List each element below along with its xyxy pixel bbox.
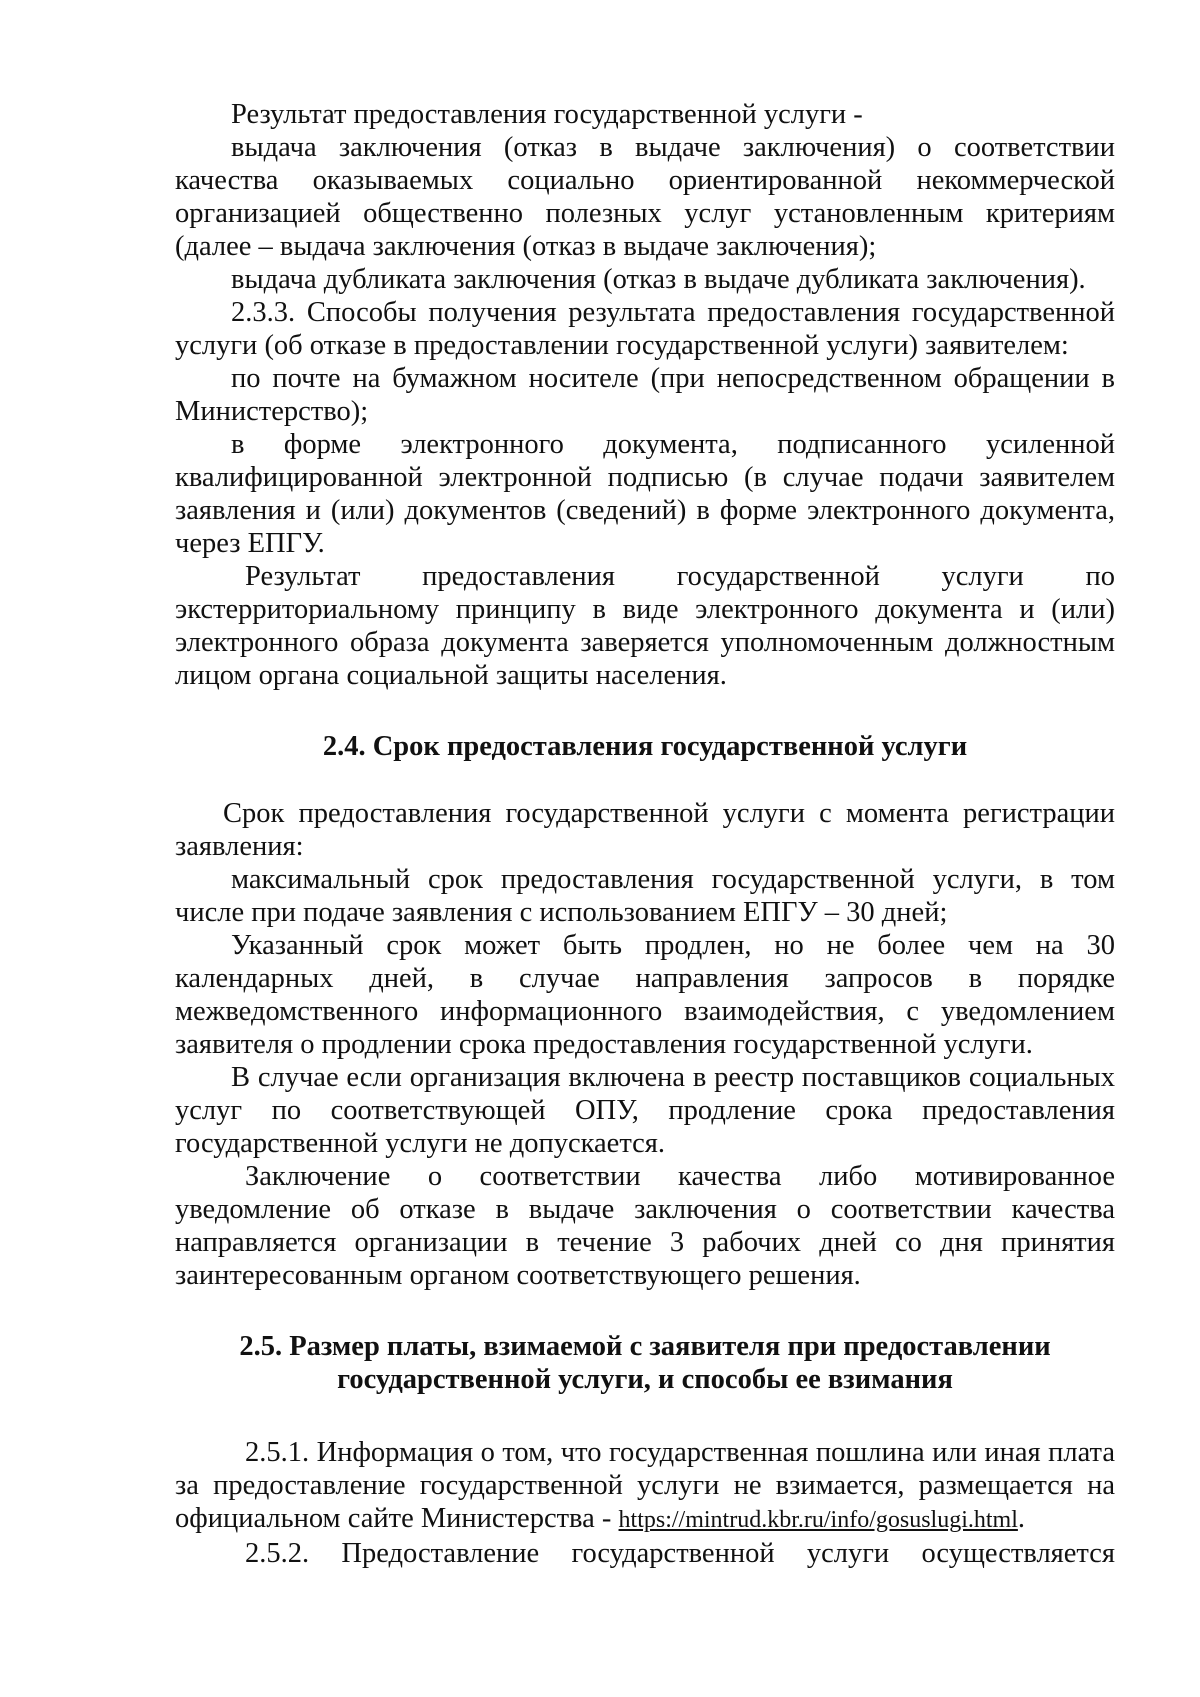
section-heading-2-5-line1: 2.5. Размер платы, взимаемой с заявителя при предоставлении <box>239 1331 1051 1362</box>
paragraph-registry-case: В случае если организация включена в реестр поставщиков социальных услуг по соответствующей ОПУ, продление срока предоставления государственной услуги не допускается. <box>175 1062 1115 1159</box>
paragraph-issue-conclusion: выдача заключения (отказ в выдаче заключения) о соответствии качества оказываемых социально ориентированной некоммерческой организацией общественно полезных услуг установленным критериям (далее – выдача заключения (отказ в выдаче заключения); <box>175 132 1115 262</box>
section-heading-2-4: 2.4. Срок предоставления государственной услуги <box>322 731 968 762</box>
paragraph-exterritorial: Результат предоставления государственной услуги по экстерриториальному принципу в виде электронного документа и (или) электронного образа документа заверяется уполномоченным должностным лицом органа социальной защиты населения. <box>175 561 1115 691</box>
paragraph-251-end: . <box>1017 1503 1026 1534</box>
paragraph-conclusion-sent: Заключение о соответствии качества либо мотивированное уведомление об отказе в выдаче заключения о соответствии качества направляется организации в течение 3 рабочих дней со дня принятия заинтересованным органом соответствующего решения. <box>175 1161 1115 1291</box>
paragraph-term: Срок предоставления государственной услуги с момента регистрации заявления: <box>175 798 1115 862</box>
paragraph-251-text: 2.5.1. Информация о том, что государственная пошлина или иная плата за предоставление государственной услуги не взимается, размещается на официальном сайте Министерства - <box>175 1437 1115 1534</box>
document-page <box>175 98 1115 1570</box>
paragraph-result-intro: Результат предоставления государственной услуги - <box>231 99 863 130</box>
paragraph-by-mail: по почте на бумажном носителе (при непосредственном обращении в Министерство); <box>175 363 1115 427</box>
section-heading-2-5-line2: государственной услуги, и способы ее взимания <box>337 1364 953 1395</box>
paragraph-251-fee-info <box>175 1436 1115 1537</box>
paragraph-233-methods: 2.3.3. Способы получения результата предоставления государственной услуги (об отказе в предоставлении государственной услуги) заявителем: <box>175 297 1115 361</box>
paragraph-max-term: максимальный срок предоставления государственной услуги, в том числе при подаче заявления с использованием ЕПГУ – 30 дней; <box>175 864 1115 928</box>
paragraph-252-service: 2.5.2. Предоставление государственной услуги осуществляется <box>245 1538 1115 1569</box>
paragraph-issue-duplicate: выдача дубликата заключения (отказ в выдаче дубликата заключения). <box>231 264 1086 295</box>
paragraph-electronic-form: в форме электронного документа, подписанного усиленной квалифицированной электронной подписью (в случае подачи заявителем заявления и (или) документов (сведений) в форме электронного документа, через ЕПГУ. <box>175 429 1115 559</box>
ministry-website-link[interactable]: https://mintrud.kbr.ru/info/gosuslugi.html <box>618 1507 1018 1533</box>
paragraph-term-extension: Указанный срок может быть продлен, но не более чем на 30 календарных дней, в случае направления запросов в порядке межведомственного информационного взаимодействия, с уведомлением заявителя о продлении срока предоставления государственной услуги. <box>175 930 1115 1060</box>
